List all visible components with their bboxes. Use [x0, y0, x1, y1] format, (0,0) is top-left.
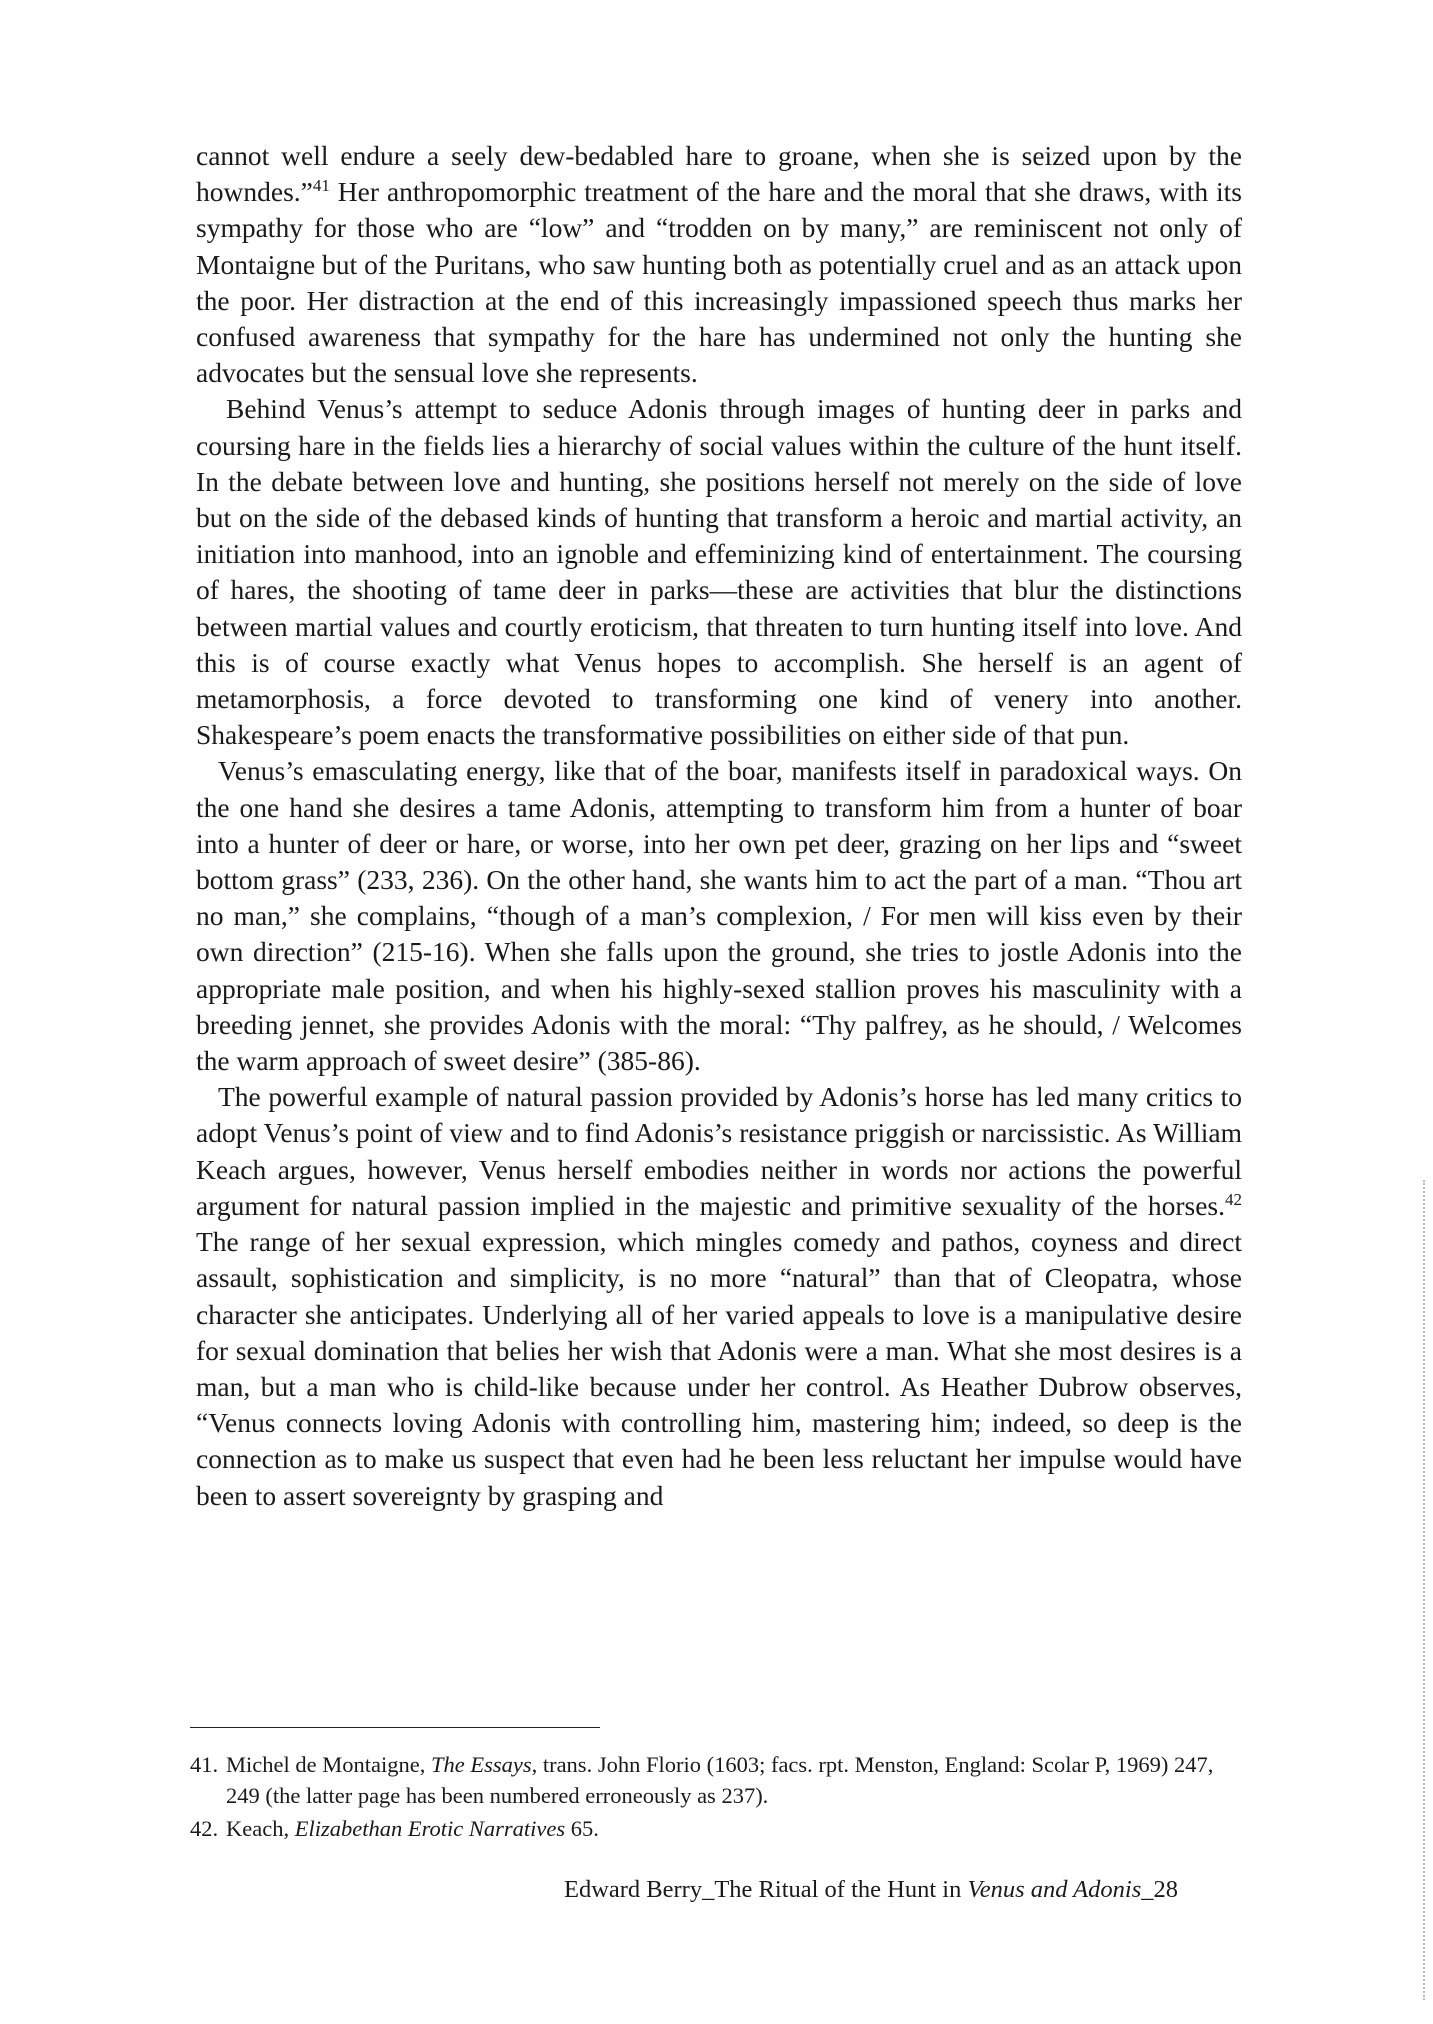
paragraph-4	[196, 1079, 1242, 1513]
body-text	[196, 138, 1242, 1514]
paragraph-3: Venus’s emasculating energy, like that of the boar, manifests itself in paradoxical ways. On the one hand she desires a tame Adonis, attempting to transform him from a hunter of boar into a hunter of deer or hare, or worse, into her own pet deer, grazing on her lips and “sweet bottom grass” (233, 236). On the other hand, she wants him to act the part of a man. “Thou art no man,” she complains, “though of a man’s complexion, / For men will kiss even by their own direction” (215-16). When she falls upon the ground, she tries to jostle Adonis into the appropriate male position, and when his highly-sexed stallion proves his masculinity with a breeding jennet, she provides Adonis with the moral: “Thy palfrey, as he should, / Welcomes the warm approach of sweet desire” (385-86).	[196, 755, 1242, 1077]
paragraph-4-text-b: The range of her sexual expression, which mingles comedy and pathos, coyness and direct assault, sophistication and simplicity, is no more “natural” than that of Cleopatra, whose character she anticipates. Underlying all of her varied appeals to love is a manipulative desire for sexual domination that belies her wish that Adonis were a man. What she most desires is a man, but a man who is child-like because under her control. As Heather Dubrow observes, “Venus connects loving Adonis with controlling him, mastering him; indeed, so deep is the connection as to make us suspect that even had he been less reluctant her impulse would have been to assert sovereignty by grasping and	[196, 1226, 1242, 1511]
paragraph-1-text-b: Her anthropomorphic treatment of the hare and the moral that she draws, with its sympathy for those who are “low” and “trodden on by many,” are reminiscent not only of Montaigne but of the Puritans, who saw hunting both as potentially cruel and as an attack upon the poor. Her distraction at the end of this increasingly impassioned speech thus marks her confused awareness that sympathy for the hare has undermined not only the hunting she advocates but the sensual love she represents.	[196, 176, 1242, 389]
footer-text: Edward Berry_The Ritual of the Hunt in	[563, 1876, 968, 1903]
footnote-text: , trans. John Florio (1603; facs. rpt. Menston, England: Scolar P, 1969) 247, 249 (the latter page has been numbered erroneously as 237).	[226, 1752, 1214, 1808]
footnote-41	[190, 1750, 1250, 1811]
footnote-text: Keach,	[226, 1816, 295, 1841]
footnotes	[190, 1750, 1250, 1848]
footnote-text: Michel de Montaigne,	[226, 1752, 431, 1777]
footer-title: Venus and Adonis	[967, 1876, 1142, 1903]
footnote-number: 41.	[190, 1752, 219, 1777]
footer-page-number: _28	[1141, 1876, 1178, 1903]
footnote-title: The Essays	[430, 1752, 532, 1777]
footnote-divider	[190, 1727, 600, 1728]
paragraph-4-text-a: The powerful example of natural passion provided by Adonis’s horse has led many critics to adopt Venus’s point of view and to find Adonis’s resistance priggish or narcissistic. As William Keach argues, however, Venus herself embodies neither in words nor actions the powerful argument for natural passion implied in the majestic and primitive sexuality of the horses.	[196, 1081, 1242, 1221]
footnote-text: 65.	[565, 1816, 599, 1841]
footnote-title: Elizabethan Erotic Narratives	[294, 1816, 566, 1841]
footnote-number: 42.	[190, 1816, 219, 1841]
running-footer	[564, 1875, 1178, 1905]
scan-edge-mark	[1423, 1180, 1425, 2000]
footnote-ref-41[interactable]: 41	[312, 176, 330, 196]
paragraph-2: Behind Venus’s attempt to seduce Adonis through images of hunting deer in parks and coursing hare in the fields lies a hierarchy of social values within the culture of the hunt itself. In the debate between love and hunting, she positions herself not merely on the side of love but on the side of the debased kinds of hunting that transform a heroic and martial activity, an initiation into manhood, into an ignoble and effeminizing kind of entertainment. The coursing of hares, the shooting of tame deer in parks—these are activities that blur the distinctions between martial values and courtly eroticism, that threaten to turn hunting itself into love. And this is of course exactly what Venus hopes to accomplish. She herself is an agent of metamorphosis, a force devoted to transforming one kind of venery into another. Shakespeare’s poem enacts the transformative possibilities on either side of that pun.	[196, 393, 1242, 751]
footnote-42	[190, 1814, 1250, 1845]
paragraph-1	[196, 138, 1242, 391]
footnote-ref-42[interactable]: 42	[1225, 1189, 1242, 1209]
paragraph-1-text-a: cannot well endure a seely dew-bedabled hare to groane, when she is seized upon by the howndes.”	[196, 140, 1242, 208]
